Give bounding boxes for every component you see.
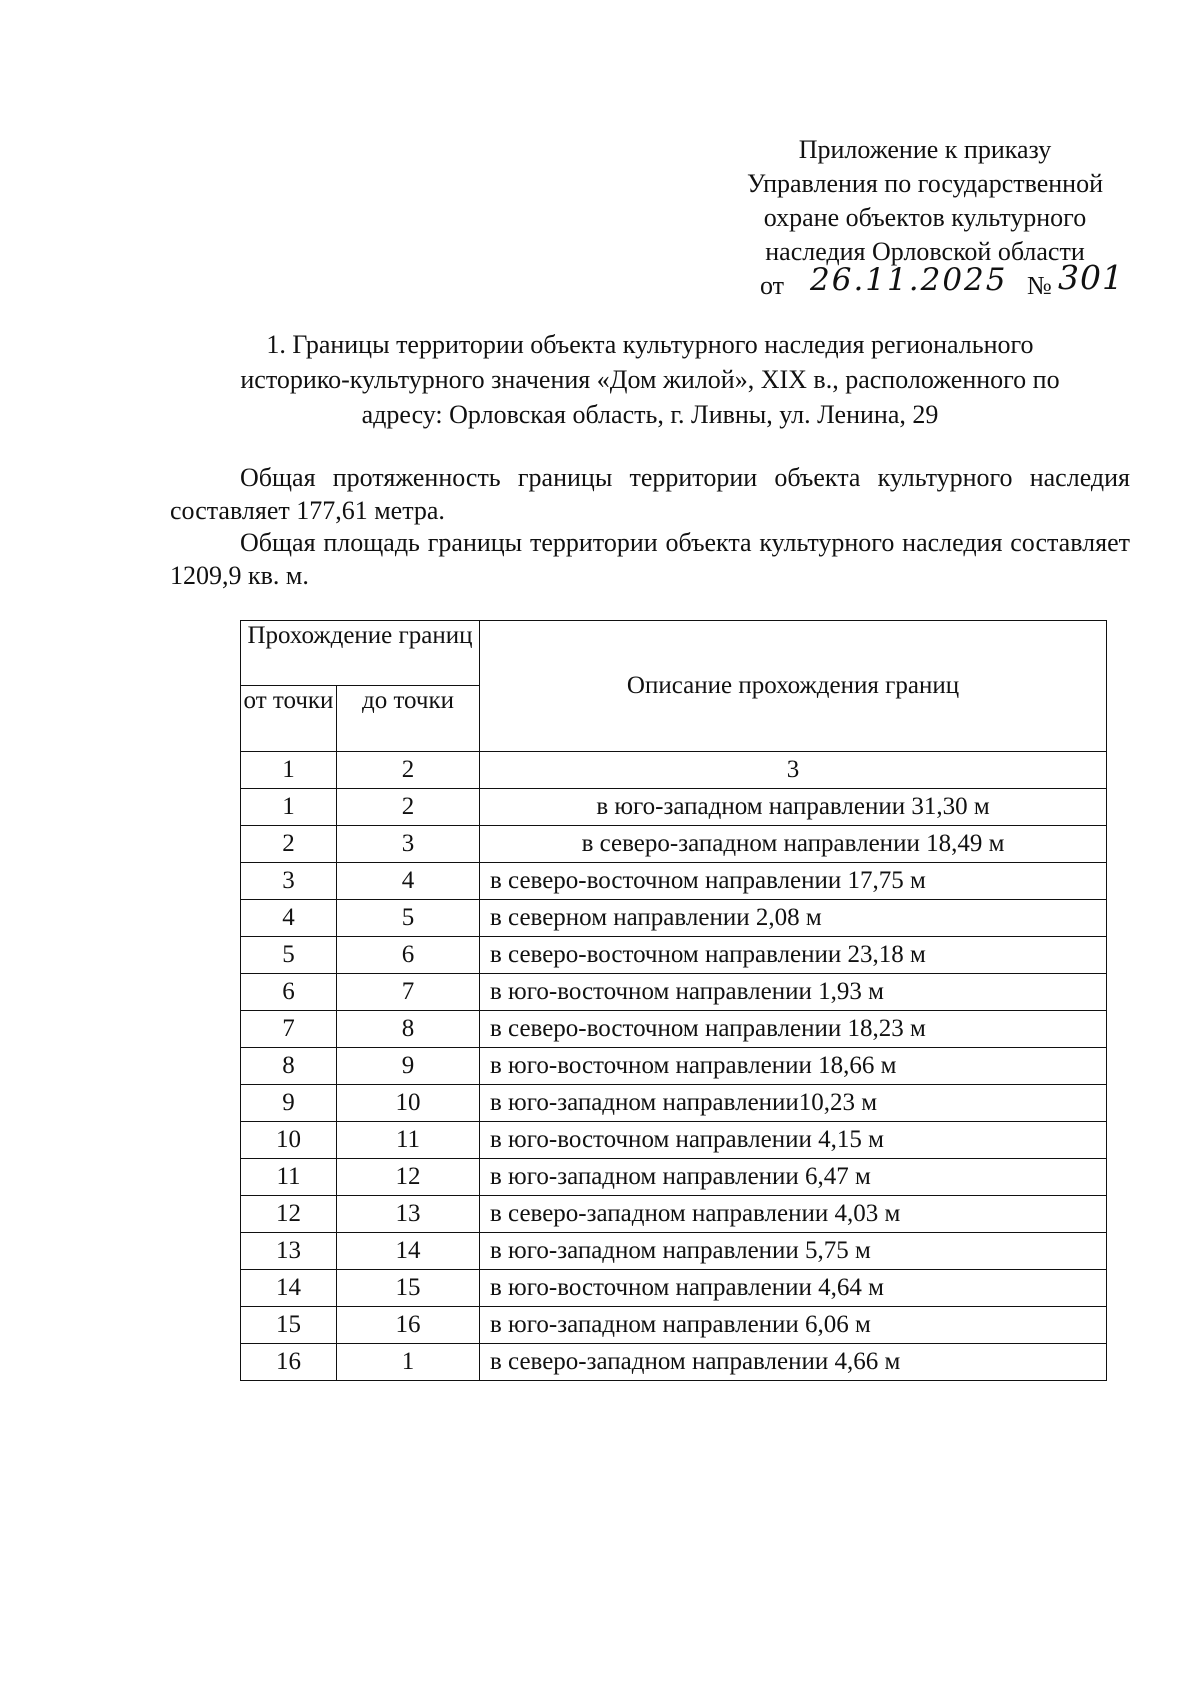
table-row bbox=[241, 1011, 1107, 1048]
from-point-cell: 13 bbox=[241, 1233, 337, 1270]
description-cell: в юго-восточном направлении 4,15 м bbox=[480, 1122, 1107, 1159]
description-cell: в северо-восточном направлении 23,18 м bbox=[480, 937, 1107, 974]
from-point-cell: 7 bbox=[241, 1011, 337, 1048]
approval-date-line bbox=[715, 258, 1135, 309]
table-row bbox=[241, 863, 1107, 900]
table-row bbox=[241, 1307, 1107, 1344]
date-prefix: от bbox=[760, 271, 785, 300]
to-point-cell: 9 bbox=[337, 1048, 480, 1085]
table-row bbox=[241, 937, 1107, 974]
description-cell: в юго-восточном направлении 18,66 м bbox=[480, 1048, 1107, 1085]
number-prefix: № bbox=[1027, 271, 1052, 300]
description-cell: в северо-западном направлении 18,49 м bbox=[480, 826, 1107, 863]
from-point-cell: 1 bbox=[241, 789, 337, 826]
description-cell: в юго-западном направлении 6,06 м bbox=[480, 1307, 1107, 1344]
heading-line-2: историко-культурного значения «Дом жилой», XIX в., расположенного по bbox=[240, 365, 1060, 394]
table-row bbox=[241, 1344, 1107, 1381]
to-point-cell: 4 bbox=[337, 863, 480, 900]
table-row bbox=[241, 974, 1107, 1011]
header-from-point: от точки bbox=[241, 686, 337, 752]
description-cell: в юго-западном направлении 31,30 м bbox=[480, 789, 1107, 826]
from-point-cell: 14 bbox=[241, 1270, 337, 1307]
to-point-cell: 10 bbox=[337, 1085, 480, 1122]
table-row bbox=[241, 789, 1107, 826]
from-point-cell: 10 bbox=[241, 1122, 337, 1159]
description-cell: в юго-западном направлении 6,47 м bbox=[480, 1159, 1107, 1196]
description-cell: в северо-восточном направлении 18,23 м bbox=[480, 1011, 1107, 1048]
table-row bbox=[241, 1048, 1107, 1085]
description-cell: в юго-западном направлении10,23 м bbox=[480, 1085, 1107, 1122]
approval-line-3: охране объектов культурного bbox=[763, 203, 1087, 232]
to-point-cell: 6 bbox=[337, 937, 480, 974]
table-row bbox=[241, 826, 1107, 863]
column-number-1: 1 bbox=[241, 752, 337, 789]
to-point-cell: 15 bbox=[337, 1270, 480, 1307]
description-cell: в северо-восточном направлении 17,75 м bbox=[480, 863, 1107, 900]
from-point-cell: 11 bbox=[241, 1159, 337, 1196]
heading-line-3: адресу: Орловская область, г. Ливны, ул. Ленина, 29 bbox=[361, 400, 939, 429]
to-point-cell: 13 bbox=[337, 1196, 480, 1233]
from-point-cell: 6 bbox=[241, 974, 337, 1011]
description-cell: в северном направлении 2,08 м bbox=[480, 900, 1107, 937]
handwritten-order-number: 301 bbox=[1058, 258, 1124, 297]
approval-line-2: Управления по государственной bbox=[746, 169, 1104, 198]
to-point-cell: 14 bbox=[337, 1233, 480, 1270]
boundary-table bbox=[240, 620, 1107, 1381]
description-cell: в юго-восточном направлении 4,64 м bbox=[480, 1270, 1107, 1307]
to-point-cell: 2 bbox=[337, 789, 480, 826]
to-point-cell: 11 bbox=[337, 1122, 480, 1159]
from-point-cell: 2 bbox=[241, 826, 337, 863]
description-cell: в юго-восточном направлении 1,93 м bbox=[480, 974, 1107, 1011]
total-area-paragraph: Общая площадь границы территории объекта культурного наследия составляет 1209,9 кв. м. bbox=[170, 528, 1130, 590]
to-point-cell: 16 bbox=[337, 1307, 480, 1344]
from-point-cell: 3 bbox=[241, 863, 337, 900]
from-point-cell: 8 bbox=[241, 1048, 337, 1085]
table-row bbox=[241, 1233, 1107, 1270]
table-row bbox=[241, 900, 1107, 937]
from-point-cell: 16 bbox=[241, 1344, 337, 1381]
heading-line-1: 1. Границы территории объекта культурного наследия регионального bbox=[266, 330, 1034, 359]
from-point-cell: 4 bbox=[241, 900, 337, 937]
header-description: Описание прохождения границ bbox=[480, 621, 1107, 752]
to-point-cell: 7 bbox=[337, 974, 480, 1011]
to-point-cell: 3 bbox=[337, 826, 480, 863]
to-point-cell: 12 bbox=[337, 1159, 480, 1196]
approval-block bbox=[715, 133, 1135, 309]
handwritten-date: 26.11.2025 bbox=[810, 262, 1008, 298]
from-point-cell: 15 bbox=[241, 1307, 337, 1344]
document-heading bbox=[170, 327, 1130, 432]
description-cell: в северо-западном направлении 4,66 м bbox=[480, 1344, 1107, 1381]
from-point-cell: 12 bbox=[241, 1196, 337, 1233]
table-row bbox=[241, 1159, 1107, 1196]
boundary-rows bbox=[241, 789, 1107, 1381]
header-to-point: до точки bbox=[337, 686, 480, 752]
approval-line-4: наследия Орловской области bbox=[765, 237, 1085, 266]
table-row bbox=[241, 1122, 1107, 1159]
to-point-cell: 1 bbox=[337, 1344, 480, 1381]
description-cell: в юго-западном направлении 5,75 м bbox=[480, 1233, 1107, 1270]
header-boundary-passage: Прохождение границ bbox=[241, 621, 480, 686]
from-point-cell: 5 bbox=[241, 937, 337, 974]
to-point-cell: 5 bbox=[337, 900, 480, 937]
column-number-3: 3 bbox=[480, 752, 1107, 789]
to-point-cell: 8 bbox=[337, 1011, 480, 1048]
approval-line-1: Приложение к приказу bbox=[798, 135, 1052, 164]
from-point-cell: 9 bbox=[241, 1085, 337, 1122]
description-cell: в северо-западном направлении 4,03 м bbox=[480, 1196, 1107, 1233]
table-row bbox=[241, 1196, 1107, 1233]
column-number-2: 2 bbox=[337, 752, 480, 789]
table-row bbox=[241, 1085, 1107, 1122]
total-length-paragraph: Общая протяженность границы территории объекта культурного наследия составляет 177,61 метра. bbox=[170, 463, 1130, 525]
table-row bbox=[241, 1270, 1107, 1307]
